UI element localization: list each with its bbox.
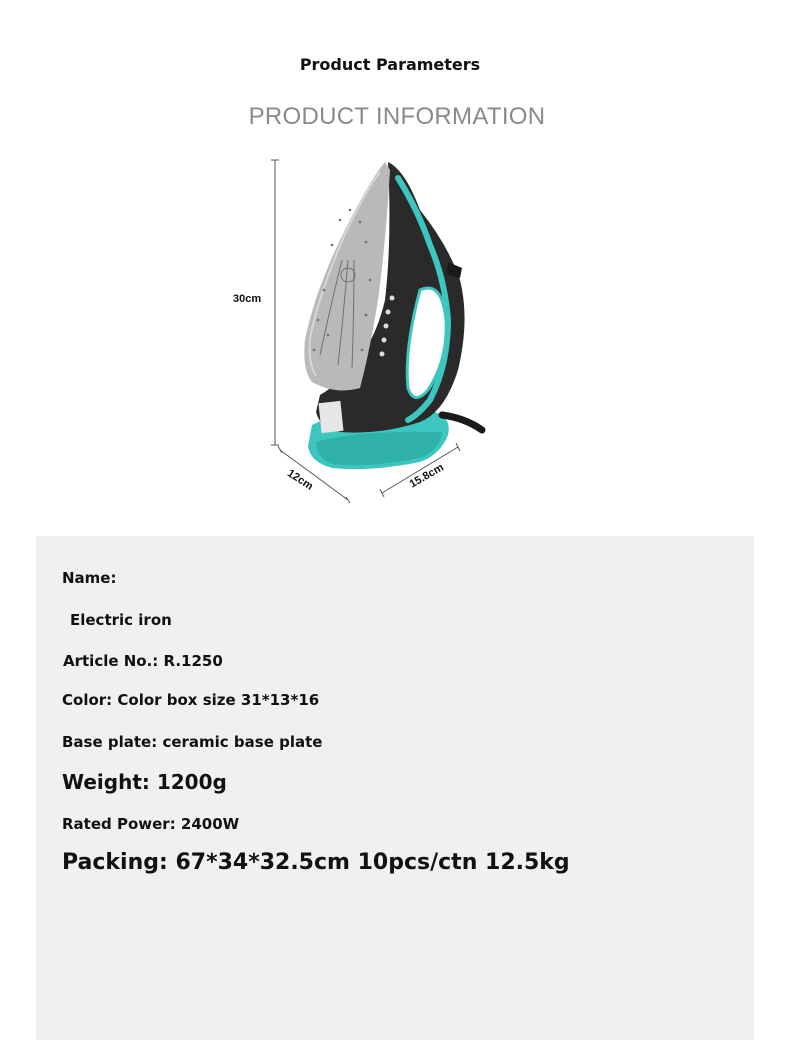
length-dimension-label: 15.8cm — [407, 461, 446, 491]
spec-weight: Weight: 1200g — [62, 770, 227, 794]
spec-panel — [36, 536, 754, 1040]
spec-color: Color: Color box size 31*13*16 — [62, 691, 320, 709]
spec-base-plate: Base plate: ceramic base plate — [62, 733, 323, 751]
depth-dimension-label: 12cm — [285, 467, 316, 493]
spec-rated-power: Rated Power: 2400W — [62, 815, 240, 833]
spec-article-no: Article No.: R.1250 — [63, 652, 223, 670]
page-title: Product Parameters — [299, 55, 481, 74]
spec-packing: Packing: 67*34*32.5cm 10pcs/ctn 12.5kg — [62, 850, 570, 875]
section-subtitle: PRODUCT INFORMATION — [248, 103, 546, 130]
height-dimension-label: 30cm — [233, 293, 262, 305]
iron-illustration — [220, 150, 510, 520]
spec-name-value: Electric iron — [70, 611, 172, 629]
spec-name-label: Name: — [62, 569, 117, 587]
product-image-iron — [220, 150, 510, 520]
